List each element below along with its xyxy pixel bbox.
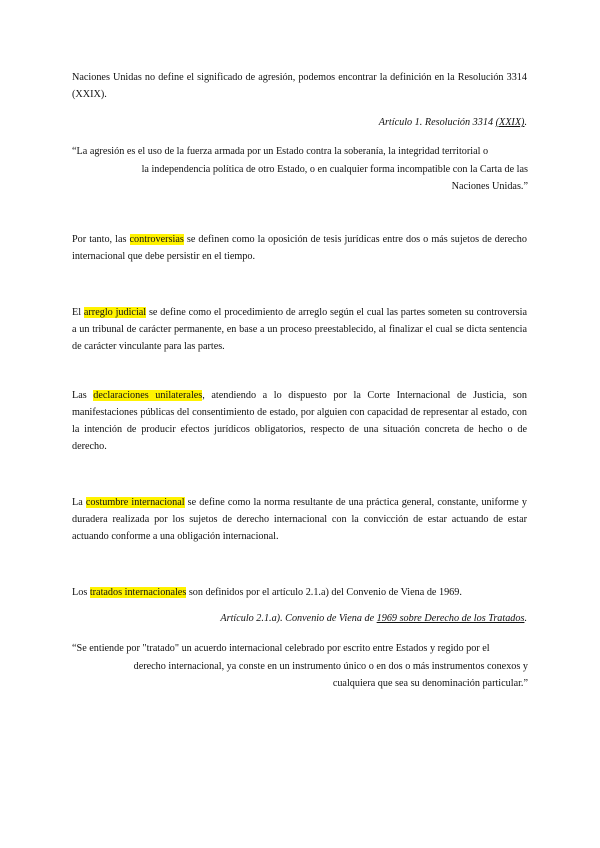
paragraph-text: Los (72, 587, 90, 598)
highlighted-term: declaraciones unilaterales (93, 390, 203, 401)
paragraph-text: , atendiendo a lo dispuesto por la Corte Internacional de Justicia, son manifestaciones públicas del consentimiento de estado, por alguien con capacidad de representar al estado, con la intención de producir efectos jurídicos obligatorios, respecto de una situación concreta de hecho o de derecho. (72, 390, 527, 452)
citation-convenio-viena (220, 613, 527, 624)
citation-article-1 (379, 117, 527, 128)
intro-text: Naciones Unidas no define el significado de agresión, podemos encontrar la definición en la Resolución 3314 (XXIX). (72, 72, 527, 100)
paragraph-declaraciones-unilaterales (72, 387, 527, 455)
paragraph-text: se define como el procedimiento de arreglo según el cual las partes someten su controversia a un tribunal de carácter permanente, en base a un proceso preestablecido, al finalizar el cual se dicta sentencia de carácter vinculante para las partes. (72, 307, 527, 352)
paragraph-costumbre-internacional (72, 494, 527, 545)
citation-underlined: (XXIX) (495, 117, 525, 128)
citation-prefix: Artículo 2.1.a). Convenio de Viena de (220, 613, 377, 624)
paragraph-text: La (72, 497, 86, 508)
paragraph-text: se definen como la oposición de tesis jurídicas entre dos o más sujetos de derecho internacional que debe persistir en el tiempo. (72, 234, 527, 262)
quote-convenio-viena (72, 640, 528, 693)
quote-continuation: derecho internacional, ya conste en un instrumento único o en dos o más instrumentos conexos y cualquiera que sea su denominación particular.” (133, 660, 528, 689)
paragraph-text: El (72, 307, 84, 318)
citation-suffix: . (524, 613, 527, 624)
citation-suffix: . (524, 117, 527, 128)
citation-underlined: 1969 sobre Derecho de los Tratados (376, 613, 525, 624)
paragraph-text: Las (72, 390, 94, 401)
citation-prefix: Artículo 1. Resolución 3314 (378, 117, 496, 128)
highlighted-term: arreglo judicial (83, 307, 147, 318)
quote-line: “La agresión es el uso de la fuerza armada por un Estado contra la soberanía, la integridad territorial o (72, 146, 489, 157)
paragraph-text: se define como la norma resultante de una práctica general, constante, uniforme y duradera realizada por los sujetos de derecho internacional con la convicción de estar actuando de estar actuando conforme a una obligación internacional. (72, 497, 527, 542)
quote-resolucion-3314 (72, 143, 528, 196)
paragraph-tratados-internacionales (72, 584, 527, 601)
highlighted-term: tratados internacionales (89, 587, 187, 598)
highlighted-term: costumbre internacional (85, 497, 185, 508)
quote-continuation: la independencia política de otro Estado, o en cualquier forma incompatible con la Carta de las Naciones Unidas.” (141, 163, 528, 192)
paragraph-text: son definidos por el artículo 2.1.a) del Convenio de Viena de 1969. (186, 587, 462, 598)
paragraph-text: Por tanto, las (72, 234, 130, 245)
intro-paragraph (72, 69, 527, 103)
paragraph-controversias (72, 231, 527, 265)
quote-line: “Se entiende por "tratado" un acuerdo internacional celebrado por escrito entre Estados y regido por el (72, 643, 490, 654)
highlighted-term: controversias (129, 234, 184, 245)
paragraph-arreglo-judicial (72, 304, 527, 355)
